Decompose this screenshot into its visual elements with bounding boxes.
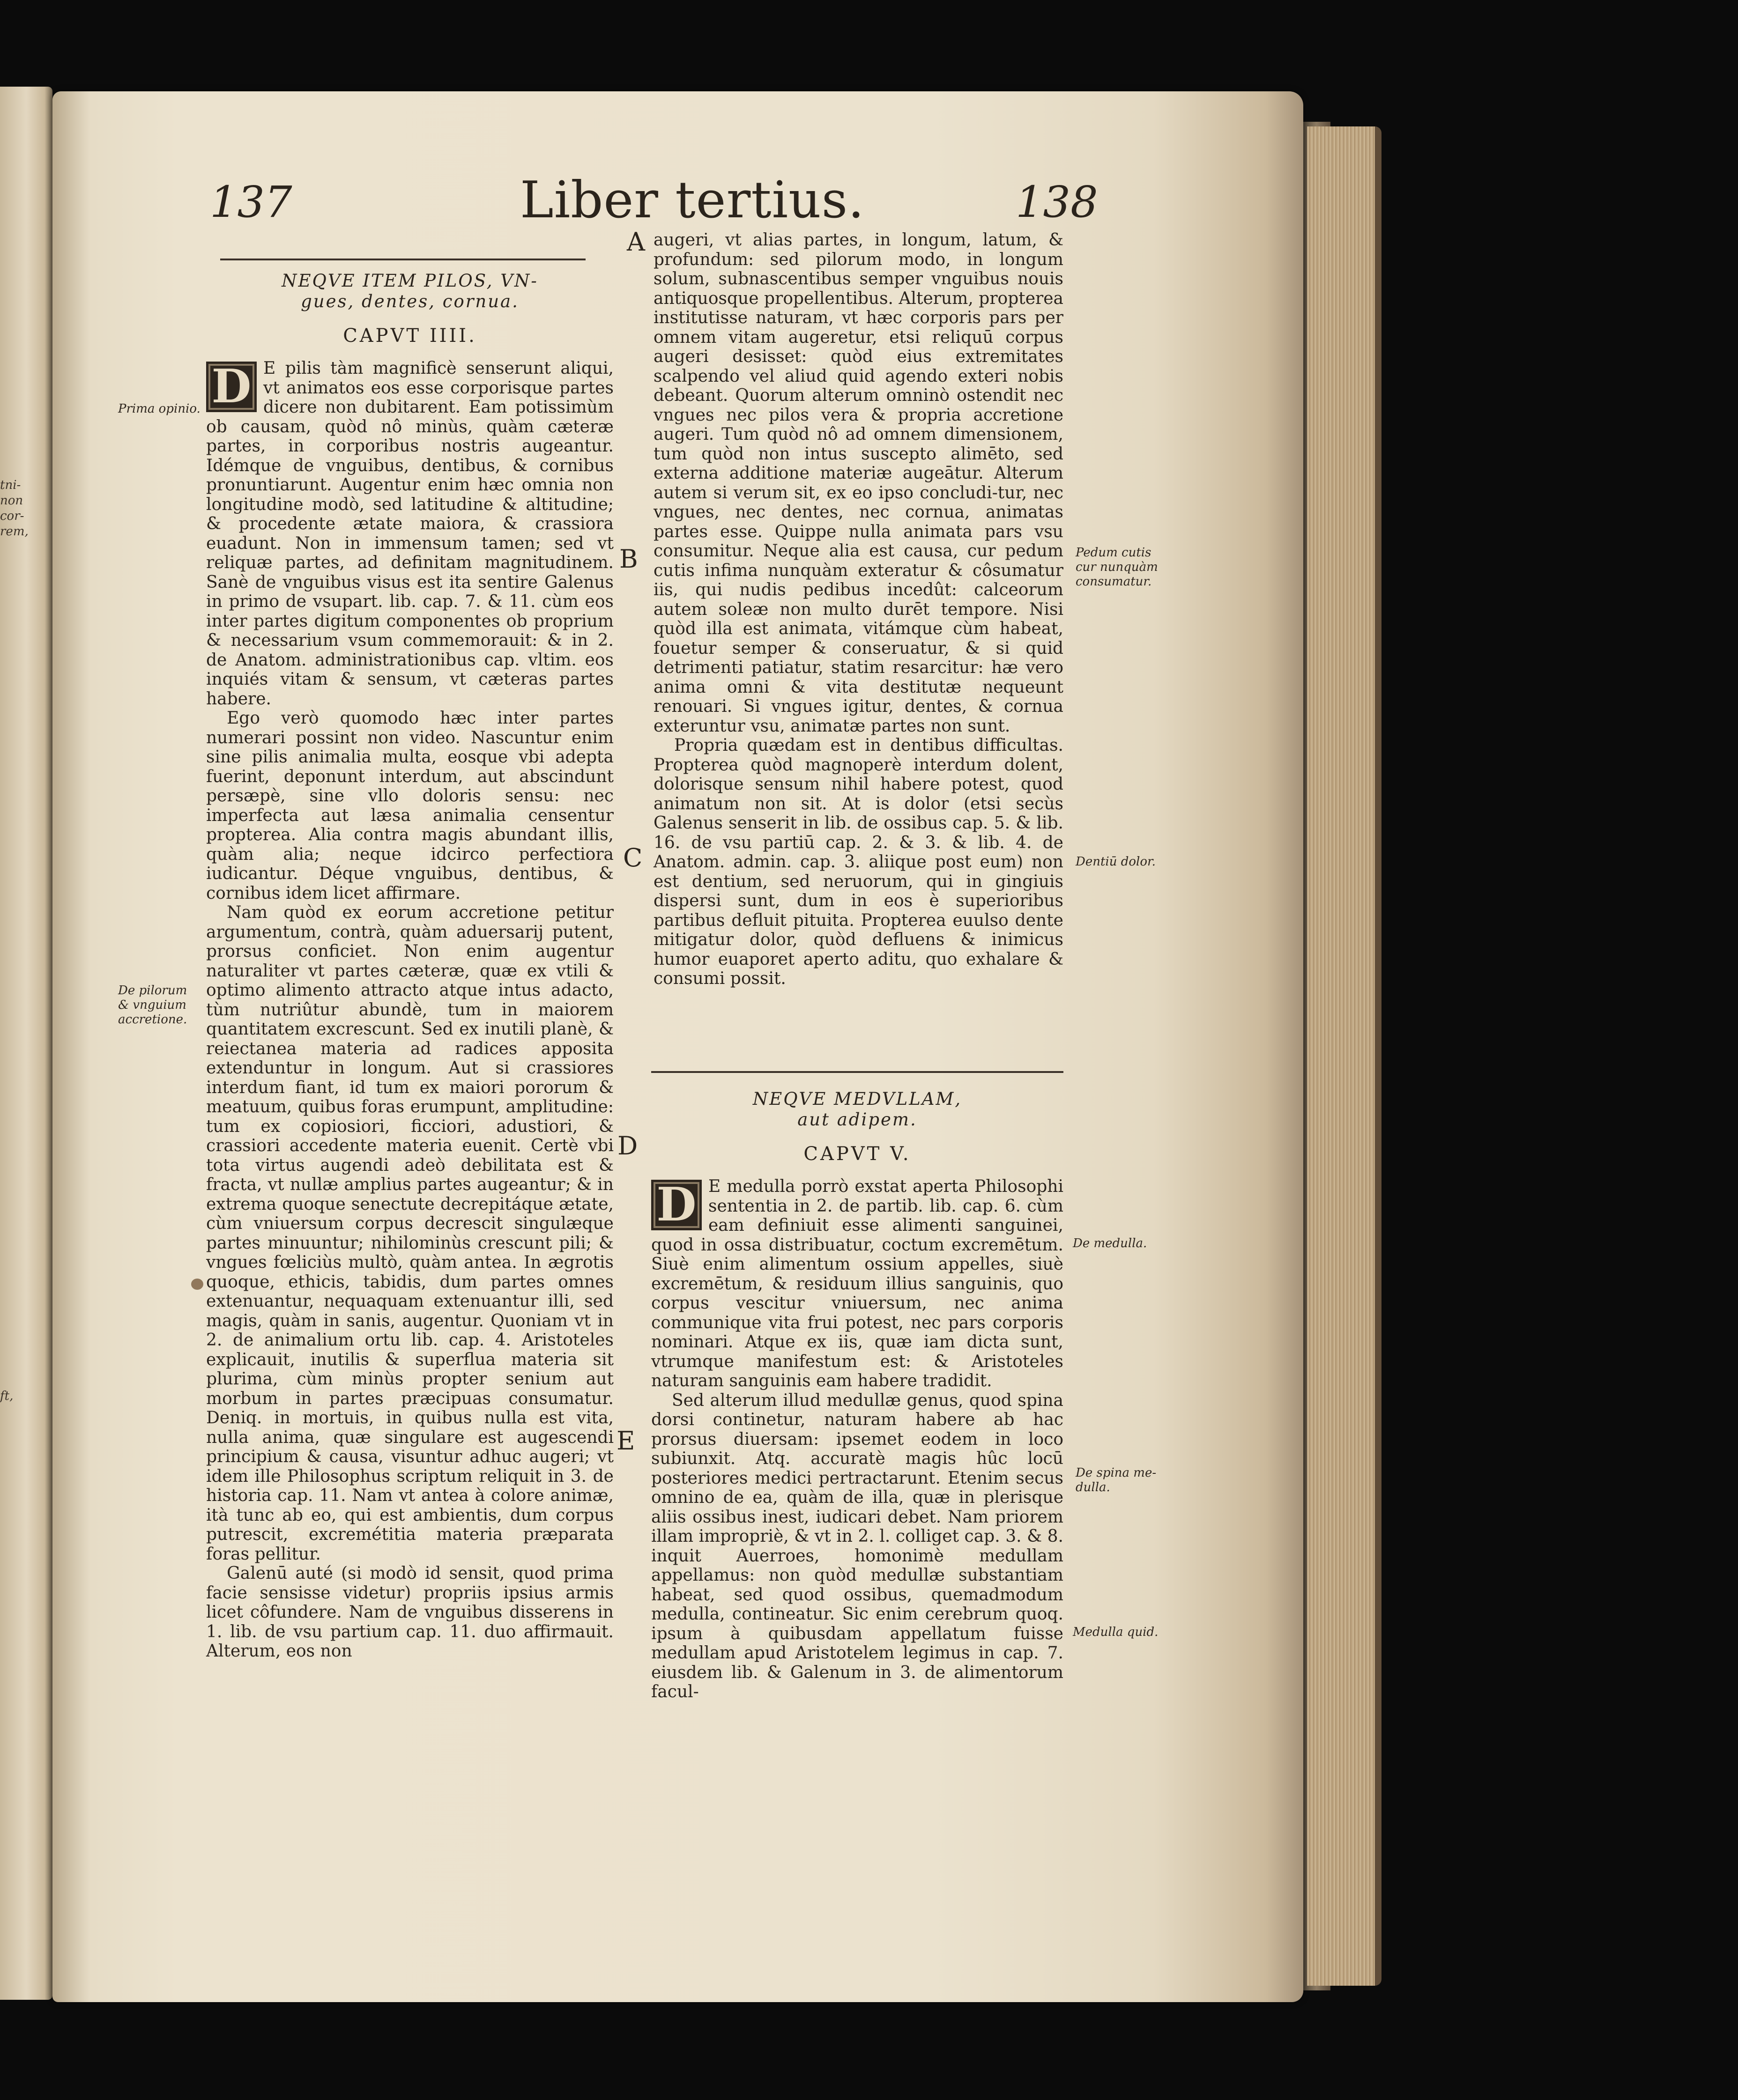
paragraph: Propria quædam est in dentibus difficultas. Propterea quòd magnoperè interdum dolent, dolorisque sensum nihil habere potest, quod animatum non sit. At is dolor (etsi secùs Galenus senserit in lib. de ossibus cap. 5. & lib. 16. de vsu partiū cap. 2. & 3. & lib. 4. de Anatom. admin. cap. 3. aliique post eum) non est dentium, sed neruorum, qui in gingiuis dispersi sunt, dum in eos è superioribus partibus defluit pituita. Propterea euulso dente mitigatur dolor, quòd defluens & inimicus humor euaporet aperto aditu, quo exhalare & consumi possit. <box>654 736 1063 988</box>
paragraph: Ego verò quomodo hæc inter partes numerari possint non video. Nascuntur enim sine pilis animalia multa, eosque vbi adepta fuerint, deponunt interdum, aut abscindunt persæpè, sine vllo doloris sensu: nec imperfecta aut læsa animalia censentur propterea. Alia contra magis abundant illis, quàm alia; neque idcirco perfectiora iudicantur. Déque vnguibus, dentibus, & cornibus idem licet affirmare. <box>206 709 614 903</box>
caput-heading: CAPVT V. <box>803 1143 911 1165</box>
section-letter-c: C <box>623 843 643 873</box>
margin-note: Prima opinio. <box>118 402 201 416</box>
margin-note: Dentiū dolor. <box>1076 855 1156 869</box>
chapter-title: NEQVE ITEM PILOS, VN- <box>282 271 538 291</box>
chapter-title: NEQVE MEDVLLAM, <box>752 1089 962 1109</box>
paragraph: E medulla porrò exstat aperta Philosophi sententia in 2. de partib. lib. cap. 6. cùm eam definiuit esse alimenti sanguinei, quod in ossa distribuatur, coctum excremētum. Siuè enim alimentum ossium appelles, siuè excremētum, & residuum illius sanguinis, quo corpus vescitur vniuersum, nec anima communique vita frui potest, nec pars corporis nominari. Atque ex iis, quæ iam dicta sunt, vtrumque manifestum est: & Aristoteles naturam sanguinis eam habere tradidit. <box>651 1177 1063 1390</box>
facing-page-fragment: rem, <box>0 525 29 539</box>
page-edges <box>1307 126 1381 1986</box>
facing-page-fragment: non <box>0 494 23 508</box>
left-folio: 137 <box>210 177 292 227</box>
decorated-initial: D <box>651 1180 702 1230</box>
right-folio: 138 <box>1016 177 1098 227</box>
section-letter-d: D <box>617 1131 638 1161</box>
margin-note: De pilorum & vnguium accretione. <box>118 983 187 1027</box>
rule-right-mid <box>651 1071 1063 1073</box>
facing-page-fragment: ft, <box>0 1389 14 1403</box>
section-letter-a: A <box>627 227 645 257</box>
right-column <box>654 230 1063 989</box>
section-letter-e: E <box>616 1426 635 1456</box>
section-letter-b: B <box>619 544 638 574</box>
paragraph: Sed alterum illud medullæ genus, quod spina dorsi continetur, naturam habere ab hac prorsus diuersam: ipsemet eodem in loco subiunxit. Atq. accuratè magis hûc locū posteriores medici pertractarunt. Etenim secus omnino de ea, quàm de illa, quæ in plerisque aliis ossibus inest, iudicari debet. Nam priorem illam impropriè, & vt in 2. l. colliget cap. 3. & 8. inquit Auerroes, homonimè medullam appellamus: non quòd medullæ substantiam habeat, sed quod ossibus, quemadmodum medulla, contineatur. Sic enim cerebrum quoq. ipsum à quibusdam appellatum fuisse medullam apud Aristotelem legimus in cap. 7. eiusdem lib. & Galenum in 3. de alimentorum facul- <box>651 1390 1063 1701</box>
margin-note: Pedum cutis cur nunquàm consumatur. <box>1076 546 1158 589</box>
margin-note: De medulla. <box>1073 1236 1147 1250</box>
running-title: Liber tertius. <box>520 171 865 229</box>
paragraph: augeri, vt alias partes, in longum, latum, & profundum: sed pilorum modo, in longum solum, subnascentibus semper vnguibus nouis antiquosque propellentibus. Alterum, propterea institutisse naturam, vt hæc corporis pars per omnem vitam augeretur, etsi reliquū corpus augeri desisset: quòd eius extremitates scalpendo vel aliud quid agendo exteri nobis debeant. Quorum alterum omninò ostendit nec vngues nec pilos vera & propria accretione augeri. Tum quòd nô ad omnem dimensionem, tum quòd non intus suscepto alimēto, sed externa additione materiæ augeātur. Alterum autem si verum sit, ex eo ipso concludi-tur, nec vngues, nec dentes, nec cornua, animatas partes esse. Quippe nulla animata pars vsu consumitur. Neque alia est causa, cur pedum cutis infima nunquàm exteratur & côsumatur iis, qui nudis pedibus incedût: calceorum autem soleæ non multo durēt tempore. Nisi quòd illa est animata, vitámque cùm habeat, fouetur semper & conseruatur, & si quid detrimenti patiatur, statim resarcitur: hæ vero anima omni & vita destitutæ nequeunt renouari. Si vngues igitur, dentes, & cornua exteruntur vsu, animatæ partes non sunt. <box>654 230 1063 736</box>
caput-heading: CAPVT IIII. <box>343 325 477 347</box>
rule-left-top <box>220 259 586 260</box>
ink-stain <box>191 1279 203 1290</box>
chapter-subtitle: gues, dentes, cornua. <box>301 291 519 311</box>
margin-note: De spina me- dulla. <box>1076 1466 1157 1494</box>
facing-page-edge <box>0 87 52 2000</box>
right-column-chapter <box>651 1089 1063 1702</box>
facing-page-fragment: tni- <box>0 478 21 492</box>
paragraph: E pilis tàm magnificè senserunt aliqui, vt animatos eos esse corporisque partes dicere non dubitarent. Eam potissimùm ob causam, quòd nô minùs, quàm cæteræ partes, in corporibus nostris augeantur. Idémque de vnguibus, dentibus, & cornibus pronuntiarunt. Augentur enim hæc omnia non longitudine modò, sed latitudine & altitudine; & procedente ætate maiora, & crassiora euadunt. Non in immensum tamen; sed vt reliquæ partes, ad definitam magnitudinem. Sanè de vnguibus visus est ita sentire Galenus in primo de vsupart. lib. cap. 7. & 11. cùm eos inter partes digitum componentes ob proprium & necessarium vsum commemorauit: & in 2. de Anatom. administrationibus cap. vltim. eos inquiés vitam & sensum, vt cæteras partes habere. <box>206 359 614 709</box>
chapter-subtitle: aut adipem. <box>797 1109 917 1130</box>
facing-page-fragment: cor- <box>0 509 24 523</box>
left-column <box>206 271 614 1661</box>
margin-note: Medulla quid. <box>1073 1625 1159 1639</box>
decorated-initial: D <box>206 362 257 412</box>
paragraph: Nam quòd ex eorum accretione petitur argumentum, contrà, quàm aduersarij putent, prorsus conficiet. Non enim augentur naturaliter vt partes cæteræ, quæ ex vtili & optimo alimento attracto atque intus adacto, tùm nutriûtur abundè, tum in maiorem quantitatem excrescunt. Sed ex inutili planè, & reiectanea materia ad radices apposita extenduntur in longum. Aut si crassiores interdum fiant, id tum ex maiori pororum & meatuum, quibus foras erumpunt, amplitudine: tum ex copiosiori, ficciori, adustiori, & crassiori accedente materia euenit. Certè vbi tota virtus augendi adeò debilitata est & fracta, vt nullæ amplius partes augeantur; & in extrema quoque senectute decrepitáque ætate, cùm vniuersum corpus decrescit singulæque partes minuuntur; nihilominùs crescunt pili; & vngues fœliciùs multò, quàm antea. In ægrotis quoque, ethicis, tabidis, dum partes omnes extenuantur, nequaquam extenuantur illi, sed magis, quàm in sanis, augentur. Quoniam vt in 2. de animalium ortu lib. cap. 4. Aristoteles explicauit, inutilis & superflua materia sit plurima, cùm minùs propter senium aut morbum in partes præcipuas consumatur. Deniq. in mortuis, in quibus nulla est vita, nulla anima, quæ singulare est augescendi principium & causa, visuntur adhuc augeri; vt idem ille Philosophus scriptum reliquit in 3. de historia cap. 11. Nam vt antea à colore animæ, ità tunc ab eo, qui est ambientis, dum corpus putrescit, excremétitia materia præparata foras pellitur. <box>206 903 614 1564</box>
paragraph: Galenū auté (si modò id sensit, quod prima facie sensisse videtur) propriis ipsius armis licet côfundere. Nam de vnguibus disserens in 1. lib. de vsu partium cap. 11. duo affirmauit. Alterum, eos non <box>206 1564 614 1661</box>
